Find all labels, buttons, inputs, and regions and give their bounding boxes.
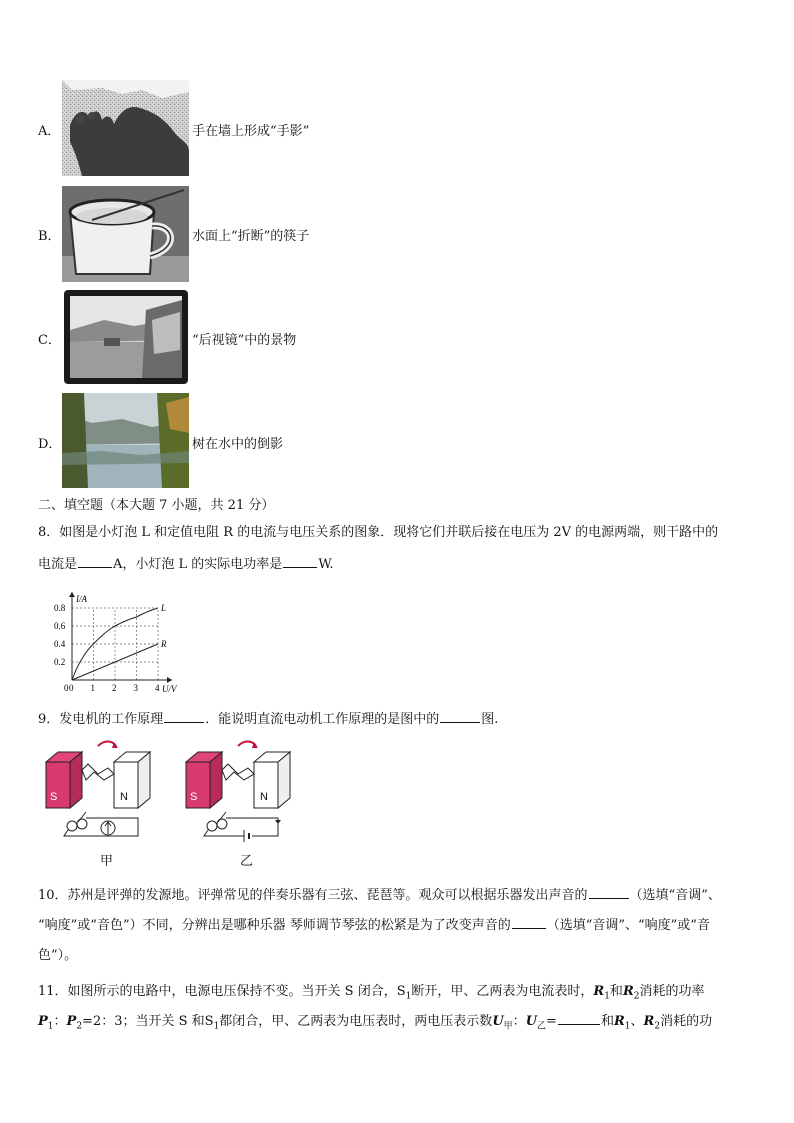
- option-a-letter: A．: [38, 124, 61, 139]
- rearview-mirror-photo: [64, 290, 188, 384]
- x-tick-label: 2: [112, 683, 117, 693]
- q11-and: 和: [609, 984, 623, 999]
- q11-u1: U: [492, 1014, 504, 1029]
- q11-line2b: 都闭合，甲、乙两表为电压表时，两电压表示数: [219, 1014, 493, 1029]
- y-tick-label: 0.6: [54, 621, 66, 631]
- option-d-text: 树在水中的倒影: [192, 437, 284, 452]
- section-title: 二、填空题（本大题 7 小题，共 21 分）: [38, 498, 275, 513]
- x-tick-label: 0: [69, 683, 74, 693]
- q11-line1a: 11．如图所示的电路中，电源电压保持不变。当开关 S 闭合，: [38, 984, 397, 999]
- option-c-text: “后视镜”中的景物: [192, 333, 297, 348]
- q10-line2a: “响度”或“音色”）不同，分辨出是哪种乐器 琴师调节琴弦的松紧是为了改变声音的: [38, 918, 511, 933]
- q11-line1b: 断开，甲、乙两表为电流表时，: [411, 984, 594, 999]
- q9-part1: 9．发电机的工作原理: [38, 712, 164, 727]
- magnet-n-label-2: N: [260, 791, 268, 803]
- y-tick-label: 0.2: [54, 657, 66, 667]
- x-axis-arrow: [167, 677, 172, 683]
- q9-blank-2[interactable]: [440, 721, 480, 723]
- q9-part3: 图.: [481, 712, 499, 727]
- iu-chart: [44, 588, 177, 694]
- q11-line1: 11．如图所示的电路中，电源电压保持不变。当开关 S 闭合，$S_1$断开，甲、乙两表为电流表时，$R_1$和$R_2$消耗的功率: [38, 984, 705, 1002]
- q11-sub-jia: 甲: [503, 1021, 513, 1032]
- q11-p1: P: [38, 1014, 48, 1029]
- fig-label-yi: 乙: [240, 854, 254, 869]
- q10-line1: [38, 884, 721, 903]
- q11-colon-1: ：: [53, 1014, 67, 1029]
- q11-sep: 、: [630, 1014, 644, 1029]
- magnet-s-label: S: [50, 791, 58, 803]
- y-axis-label: I/A: [76, 594, 87, 604]
- q11-colon-2: ：: [512, 1014, 526, 1029]
- q11-s1-b: S: [204, 1014, 214, 1029]
- q10-line1a: 10．苏州是评弹的发源地。评弹常见的伴奏乐器有三弦、琵琶等。观众可以根据乐器发出声音的: [38, 888, 588, 903]
- option-c-letter: C．: [38, 333, 61, 348]
- origin-label: 0: [64, 683, 69, 693]
- q11-line1c: 消耗的功率: [639, 984, 705, 999]
- magnet-n-label: N: [120, 791, 128, 803]
- figure-jia: [46, 742, 150, 837]
- x-axis-label: U/V: [162, 684, 177, 694]
- q11-r1: R: [593, 984, 605, 999]
- cup-chopsticks-photo: [62, 186, 189, 282]
- q11-line2: $P_1$：$P_2=2$：3；当开关 S 和$S_1$都闭合，甲、乙两表为电压表时，两电压表示数$U_甲$：$U_乙=$ 和$R_1$、$R_2$消耗的功: [38, 1014, 713, 1032]
- y-tick-label: 0.4: [54, 639, 66, 649]
- q11-blank-1[interactable]: [558, 1023, 600, 1025]
- motor-figures: [38, 740, 318, 845]
- hand-shadow-photo: [62, 80, 189, 176]
- q10-blank-2[interactable]: [512, 927, 546, 929]
- q8-part3: W.: [318, 557, 334, 572]
- q10-blank-1[interactable]: [589, 897, 629, 899]
- q9-line: [38, 708, 498, 727]
- q8-line1: 8．如图是小灯泡 L 和定值电阻 R 的电流与电压关系的图象．现将它们并联后接在电压为 2V 的电源两端，则干路中的: [38, 525, 719, 540]
- series-label-L: L: [161, 603, 167, 613]
- y-tick-label: 0.8: [54, 603, 66, 613]
- q11-r2: R: [622, 984, 634, 999]
- option-b-letter: B．: [38, 229, 61, 244]
- q10-line3: 色”）。: [38, 948, 78, 963]
- q11-line2d: 消耗的功: [660, 1014, 713, 1029]
- q9-part2: ．能说明直流电动机工作原理的是图中的: [205, 712, 440, 727]
- q11-r1-b: R: [613, 1014, 625, 1029]
- x-tick-label: 1: [90, 683, 95, 693]
- option-d-letter: D．: [38, 437, 62, 452]
- q11-eq: =: [546, 1014, 557, 1029]
- tree-reflection-photo: [62, 393, 189, 488]
- q11-sub-yi: 乙: [537, 1021, 547, 1032]
- figure-yi: [186, 742, 290, 843]
- q11-r2-b: R: [643, 1014, 655, 1029]
- x-tick-label: 3: [133, 683, 138, 693]
- q11-p2: P: [66, 1014, 77, 1029]
- option-b-text: 水面上“折断”的筷子: [192, 229, 310, 244]
- magnet-s-label-2: S: [190, 791, 198, 803]
- y-axis-arrow: [69, 592, 75, 597]
- series-label-R: R: [161, 639, 167, 649]
- q11-line2c: 和: [600, 1014, 614, 1029]
- fig-label-jia: 甲: [100, 854, 114, 869]
- q8-blank-1[interactable]: [78, 566, 112, 568]
- q9-blank-1[interactable]: [164, 721, 204, 723]
- q11-u2: U: [525, 1014, 538, 1029]
- q8-part2: A，小灯泡 L 的实际电功率是: [113, 557, 283, 572]
- q8-part1: 电流是: [38, 557, 78, 572]
- q11-ratio: =2：3；当开关 S 和: [82, 1014, 205, 1029]
- q8-blank-2[interactable]: [283, 566, 317, 568]
- option-a-text: 手在墙上形成“手影”: [192, 124, 310, 139]
- q11-s1: S: [396, 984, 406, 999]
- q10-line2: [38, 914, 710, 933]
- q8-line2: [38, 553, 334, 572]
- q10-line1b: （选填“音调”、: [629, 888, 721, 903]
- x-tick-label: 4: [155, 683, 160, 693]
- q10-line2b: （选填“音调”、“响度”或“音: [546, 918, 710, 933]
